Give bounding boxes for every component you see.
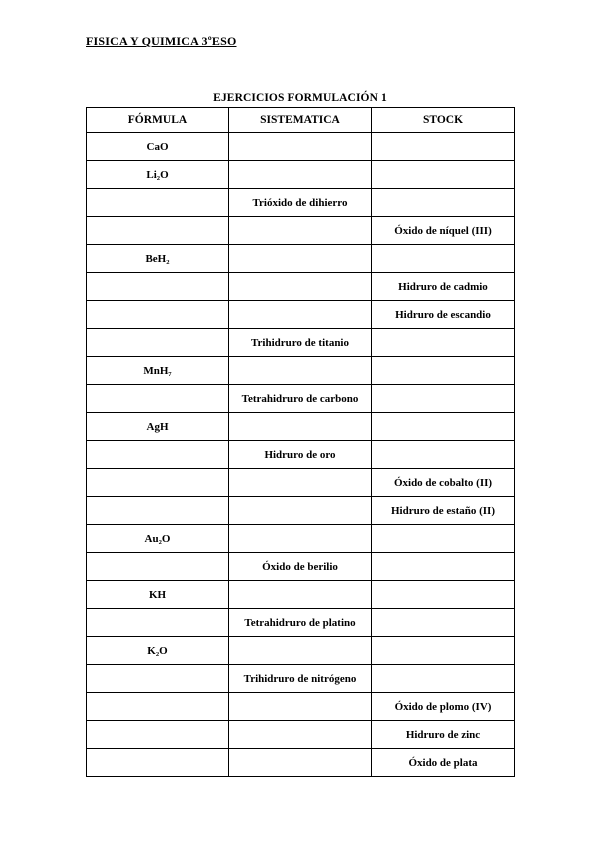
systematic-cell [229, 273, 372, 301]
systematic-cell [229, 497, 372, 525]
table-row [87, 609, 515, 637]
stock-cell [372, 553, 515, 581]
page-header: FISICA Y QUIMICA 3ºESO [86, 34, 237, 48]
table-row [87, 245, 515, 273]
systematic-cell: Trihidruro de nitrógeno [229, 665, 372, 693]
formula-cell [87, 217, 229, 245]
formula-cell: MnH₇ [87, 357, 229, 385]
systematic-cell [229, 637, 372, 665]
formula-cell [87, 749, 229, 777]
table-row [87, 413, 515, 441]
table-row [87, 693, 515, 721]
table-body [87, 133, 515, 777]
systematic-cell [229, 469, 372, 497]
formula-cell [87, 665, 229, 693]
systematic-cell [229, 749, 372, 777]
systematic-cell: Hidruro de oro [229, 441, 372, 469]
stock-cell [372, 665, 515, 693]
systematic-cell: Tetrahidruro de platino [229, 609, 372, 637]
systematic-cell: Trihidruro de titanio [229, 329, 372, 357]
page-title: EJERCICIOS FORMULACIÓN 1 [213, 92, 387, 104]
formula-cell: CaO [87, 133, 229, 161]
stock-cell [372, 637, 515, 665]
column-header-stock: STOCK [372, 108, 515, 133]
stock-cell: Óxido de plomo (IV) [372, 693, 515, 721]
table-row [87, 161, 515, 189]
formula-cell [87, 441, 229, 469]
table-row [87, 329, 515, 357]
stock-cell: Óxido de plata [372, 749, 515, 777]
systematic-cell: Trióxido de dihierro [229, 189, 372, 217]
formula-cell [87, 273, 229, 301]
table-row [87, 665, 515, 693]
stock-cell: Óxido de cobalto (II) [372, 469, 515, 497]
formula-cell: Li₂O [87, 161, 229, 189]
table-row [87, 133, 515, 161]
table-row [87, 721, 515, 749]
column-header-formula: FÓRMULA [87, 108, 229, 133]
stock-cell [372, 329, 515, 357]
systematic-cell [229, 301, 372, 329]
stock-cell [372, 133, 515, 161]
formulation-table [86, 107, 515, 777]
table-row [87, 497, 515, 525]
stock-cell: Hidruro de escandio [372, 301, 515, 329]
table-row [87, 217, 515, 245]
systematic-cell [229, 161, 372, 189]
table-row [87, 581, 515, 609]
formula-cell: AgH [87, 413, 229, 441]
table-row [87, 385, 515, 413]
table-row [87, 749, 515, 777]
stock-cell: Hidruro de cadmio [372, 273, 515, 301]
formula-cell [87, 189, 229, 217]
stock-cell [372, 581, 515, 609]
systematic-cell [229, 413, 372, 441]
table-row [87, 441, 515, 469]
formula-cell [87, 693, 229, 721]
table-header-row [87, 108, 515, 133]
stock-cell [372, 161, 515, 189]
stock-cell [372, 413, 515, 441]
systematic-cell [229, 357, 372, 385]
stock-cell [372, 245, 515, 273]
stock-cell [372, 609, 515, 637]
table-row [87, 301, 515, 329]
stock-cell [372, 189, 515, 217]
formula-cell [87, 329, 229, 357]
systematic-cell [229, 693, 372, 721]
stock-cell: Óxido de níquel (III) [372, 217, 515, 245]
stock-cell: Hidruro de estaño (II) [372, 497, 515, 525]
formula-cell [87, 469, 229, 497]
stock-cell [372, 357, 515, 385]
table-row [87, 273, 515, 301]
formula-cell: KH [87, 581, 229, 609]
formula-cell [87, 553, 229, 581]
systematic-cell [229, 245, 372, 273]
systematic-cell [229, 721, 372, 749]
systematic-cell [229, 581, 372, 609]
table-row [87, 637, 515, 665]
table-row [87, 525, 515, 553]
formula-cell [87, 497, 229, 525]
systematic-cell: Tetrahidruro de carbono [229, 385, 372, 413]
formula-cell: Au₂O [87, 525, 229, 553]
column-header-systematic: SISTEMATICA [229, 108, 372, 133]
formula-cell [87, 721, 229, 749]
formula-cell [87, 609, 229, 637]
stock-cell: Hidruro de zinc [372, 721, 515, 749]
stock-cell [372, 525, 515, 553]
formula-cell [87, 301, 229, 329]
formula-cell [87, 385, 229, 413]
table-row [87, 553, 515, 581]
formula-cell: K₂O [87, 637, 229, 665]
stock-cell [372, 385, 515, 413]
table-row [87, 189, 515, 217]
formula-cell: BeH₂ [87, 245, 229, 273]
table-row [87, 357, 515, 385]
systematic-cell: Óxido de berilio [229, 553, 372, 581]
systematic-cell [229, 525, 372, 553]
table-row [87, 469, 515, 497]
systematic-cell [229, 217, 372, 245]
systematic-cell [229, 133, 372, 161]
stock-cell [372, 441, 515, 469]
